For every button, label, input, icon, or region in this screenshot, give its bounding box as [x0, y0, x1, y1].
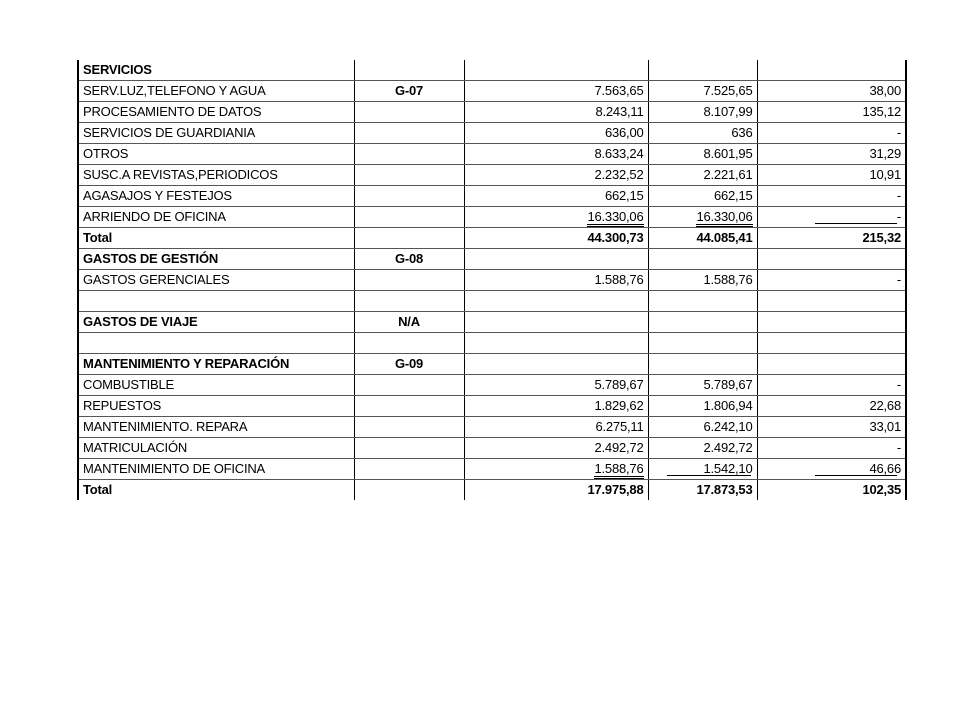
table-row	[79, 459, 905, 480]
row-description: REPUESTOS	[79, 396, 354, 417]
table-row	[79, 207, 905, 228]
reference-code	[354, 207, 464, 228]
reference-code: N/A	[354, 312, 464, 333]
amount-difference: -	[757, 270, 905, 291]
amount-col2: 7.525,65	[648, 81, 757, 102]
amount-col2: 662,15	[648, 186, 757, 207]
total-row	[79, 228, 905, 249]
amount-col2: 1.588,76	[648, 270, 757, 291]
table-row	[79, 144, 905, 165]
row-description: PROCESAMIENTO DE DATOS	[79, 102, 354, 123]
table-row	[79, 438, 905, 459]
total-col1: 17.975,88	[464, 480, 648, 501]
amount-col1: 6.275,11	[464, 417, 648, 438]
total-col2: 17.873,53	[648, 480, 757, 501]
section-heading: GASTOS DE GESTIÓN	[79, 249, 354, 270]
amount-col1: 662,15	[464, 186, 648, 207]
amount-col1: 2.492,72	[464, 438, 648, 459]
row-description: SERV.LUZ,TELEFONO Y AGUA	[79, 81, 354, 102]
expense-table	[79, 60, 905, 500]
amount-col1: 1.588,76	[464, 270, 648, 291]
amount-difference: 10,91	[757, 165, 905, 186]
amount-col2: 2.221,61	[648, 165, 757, 186]
total-row	[79, 480, 905, 501]
amount-difference: -	[757, 375, 905, 396]
amount-difference: 22,68	[757, 396, 905, 417]
row-description: COMBUSTIBLE	[79, 375, 354, 396]
amount-col1: 1.829,62	[464, 396, 648, 417]
total-col2: 44.085,41	[648, 228, 757, 249]
amount-col2: 5.789,67	[648, 375, 757, 396]
reference-code: G-07	[354, 81, 464, 102]
row-description: MANTENIMIENTO DE OFICINA	[79, 459, 354, 480]
total-label: Total	[79, 480, 354, 501]
amount-difference: 33,01	[757, 417, 905, 438]
amount-col1: 16.330,06	[587, 209, 643, 227]
amount-col2: 1.542,10	[648, 459, 757, 480]
row-description: GASTOS GERENCIALES	[79, 270, 354, 291]
amount-col2: 8.107,99	[648, 102, 757, 123]
row-description: SUSC.A REVISTAS,PERIODICOS	[79, 165, 354, 186]
reference-code	[354, 60, 464, 81]
section-heading-row	[79, 354, 905, 375]
section-heading-row	[79, 249, 905, 270]
amount-col2: 6.242,10	[648, 417, 757, 438]
row-description: MATRICULACIÓN	[79, 438, 354, 459]
section-heading: MANTENIMIENTO Y REPARACIÓN	[79, 354, 354, 375]
total-label: Total	[79, 228, 354, 249]
table-row	[79, 375, 905, 396]
reference-code	[354, 123, 464, 144]
reference-code	[354, 186, 464, 207]
section-heading-row	[79, 60, 905, 81]
table-row	[79, 396, 905, 417]
total-col1: 44.300,73	[464, 228, 648, 249]
row-description: MANTENIMIENTO. REPARA	[79, 417, 354, 438]
amount-difference: -	[757, 123, 905, 144]
amount-difference: -	[757, 438, 905, 459]
table-row	[79, 123, 905, 144]
amount-difference: -	[757, 207, 905, 228]
table-row	[79, 102, 905, 123]
amount-col1: 7.563,65	[464, 81, 648, 102]
reference-code	[354, 144, 464, 165]
reference-code	[354, 165, 464, 186]
amount-col1: 8.243,11	[464, 102, 648, 123]
amount-difference: -	[757, 186, 905, 207]
table-row	[79, 417, 905, 438]
reference-code: G-08	[354, 249, 464, 270]
section-heading-row	[79, 312, 905, 333]
reference-code	[354, 438, 464, 459]
amount-difference: 31,29	[757, 144, 905, 165]
amount-difference: 38,00	[757, 81, 905, 102]
amount-col1: 5.789,67	[464, 375, 648, 396]
amount-col1: 2.232,52	[464, 165, 648, 186]
amount-difference: 46,66	[757, 459, 905, 480]
reference-code	[354, 417, 464, 438]
empty-row	[79, 333, 905, 354]
row-description: OTROS	[79, 144, 354, 165]
amount-col2: 8.601,95	[648, 144, 757, 165]
reference-code: G-09	[354, 354, 464, 375]
reference-code	[354, 375, 464, 396]
total-difference: 215,32	[757, 228, 905, 249]
row-description: SERVICIOS DE GUARDIANIA	[79, 123, 354, 144]
amount-col2: 1.806,94	[648, 396, 757, 417]
amount-col1: 8.633,24	[464, 144, 648, 165]
table-row	[79, 186, 905, 207]
amount-difference: 135,12	[757, 102, 905, 123]
amount-col1: 1.588,76	[594, 461, 643, 479]
expense-ledger	[77, 60, 907, 500]
table-row	[79, 165, 905, 186]
amount-col2: 16.330,06	[696, 209, 752, 227]
section-heading: SERVICIOS	[79, 60, 354, 81]
reference-code	[354, 102, 464, 123]
amount-col1: 636,00	[464, 123, 648, 144]
section-heading: GASTOS DE VIAJE	[79, 312, 354, 333]
table-row	[79, 81, 905, 102]
row-description: ARRIENDO DE OFICINA	[79, 207, 354, 228]
reference-code	[354, 270, 464, 291]
row-description: AGASAJOS Y FESTEJOS	[79, 186, 354, 207]
amount-col2: 636	[648, 123, 757, 144]
table-row	[79, 270, 905, 291]
amount-col2: 2.492,72	[648, 438, 757, 459]
empty-row	[79, 291, 905, 312]
reference-code	[354, 396, 464, 417]
total-difference: 102,35	[757, 480, 905, 501]
reference-code	[354, 459, 464, 480]
